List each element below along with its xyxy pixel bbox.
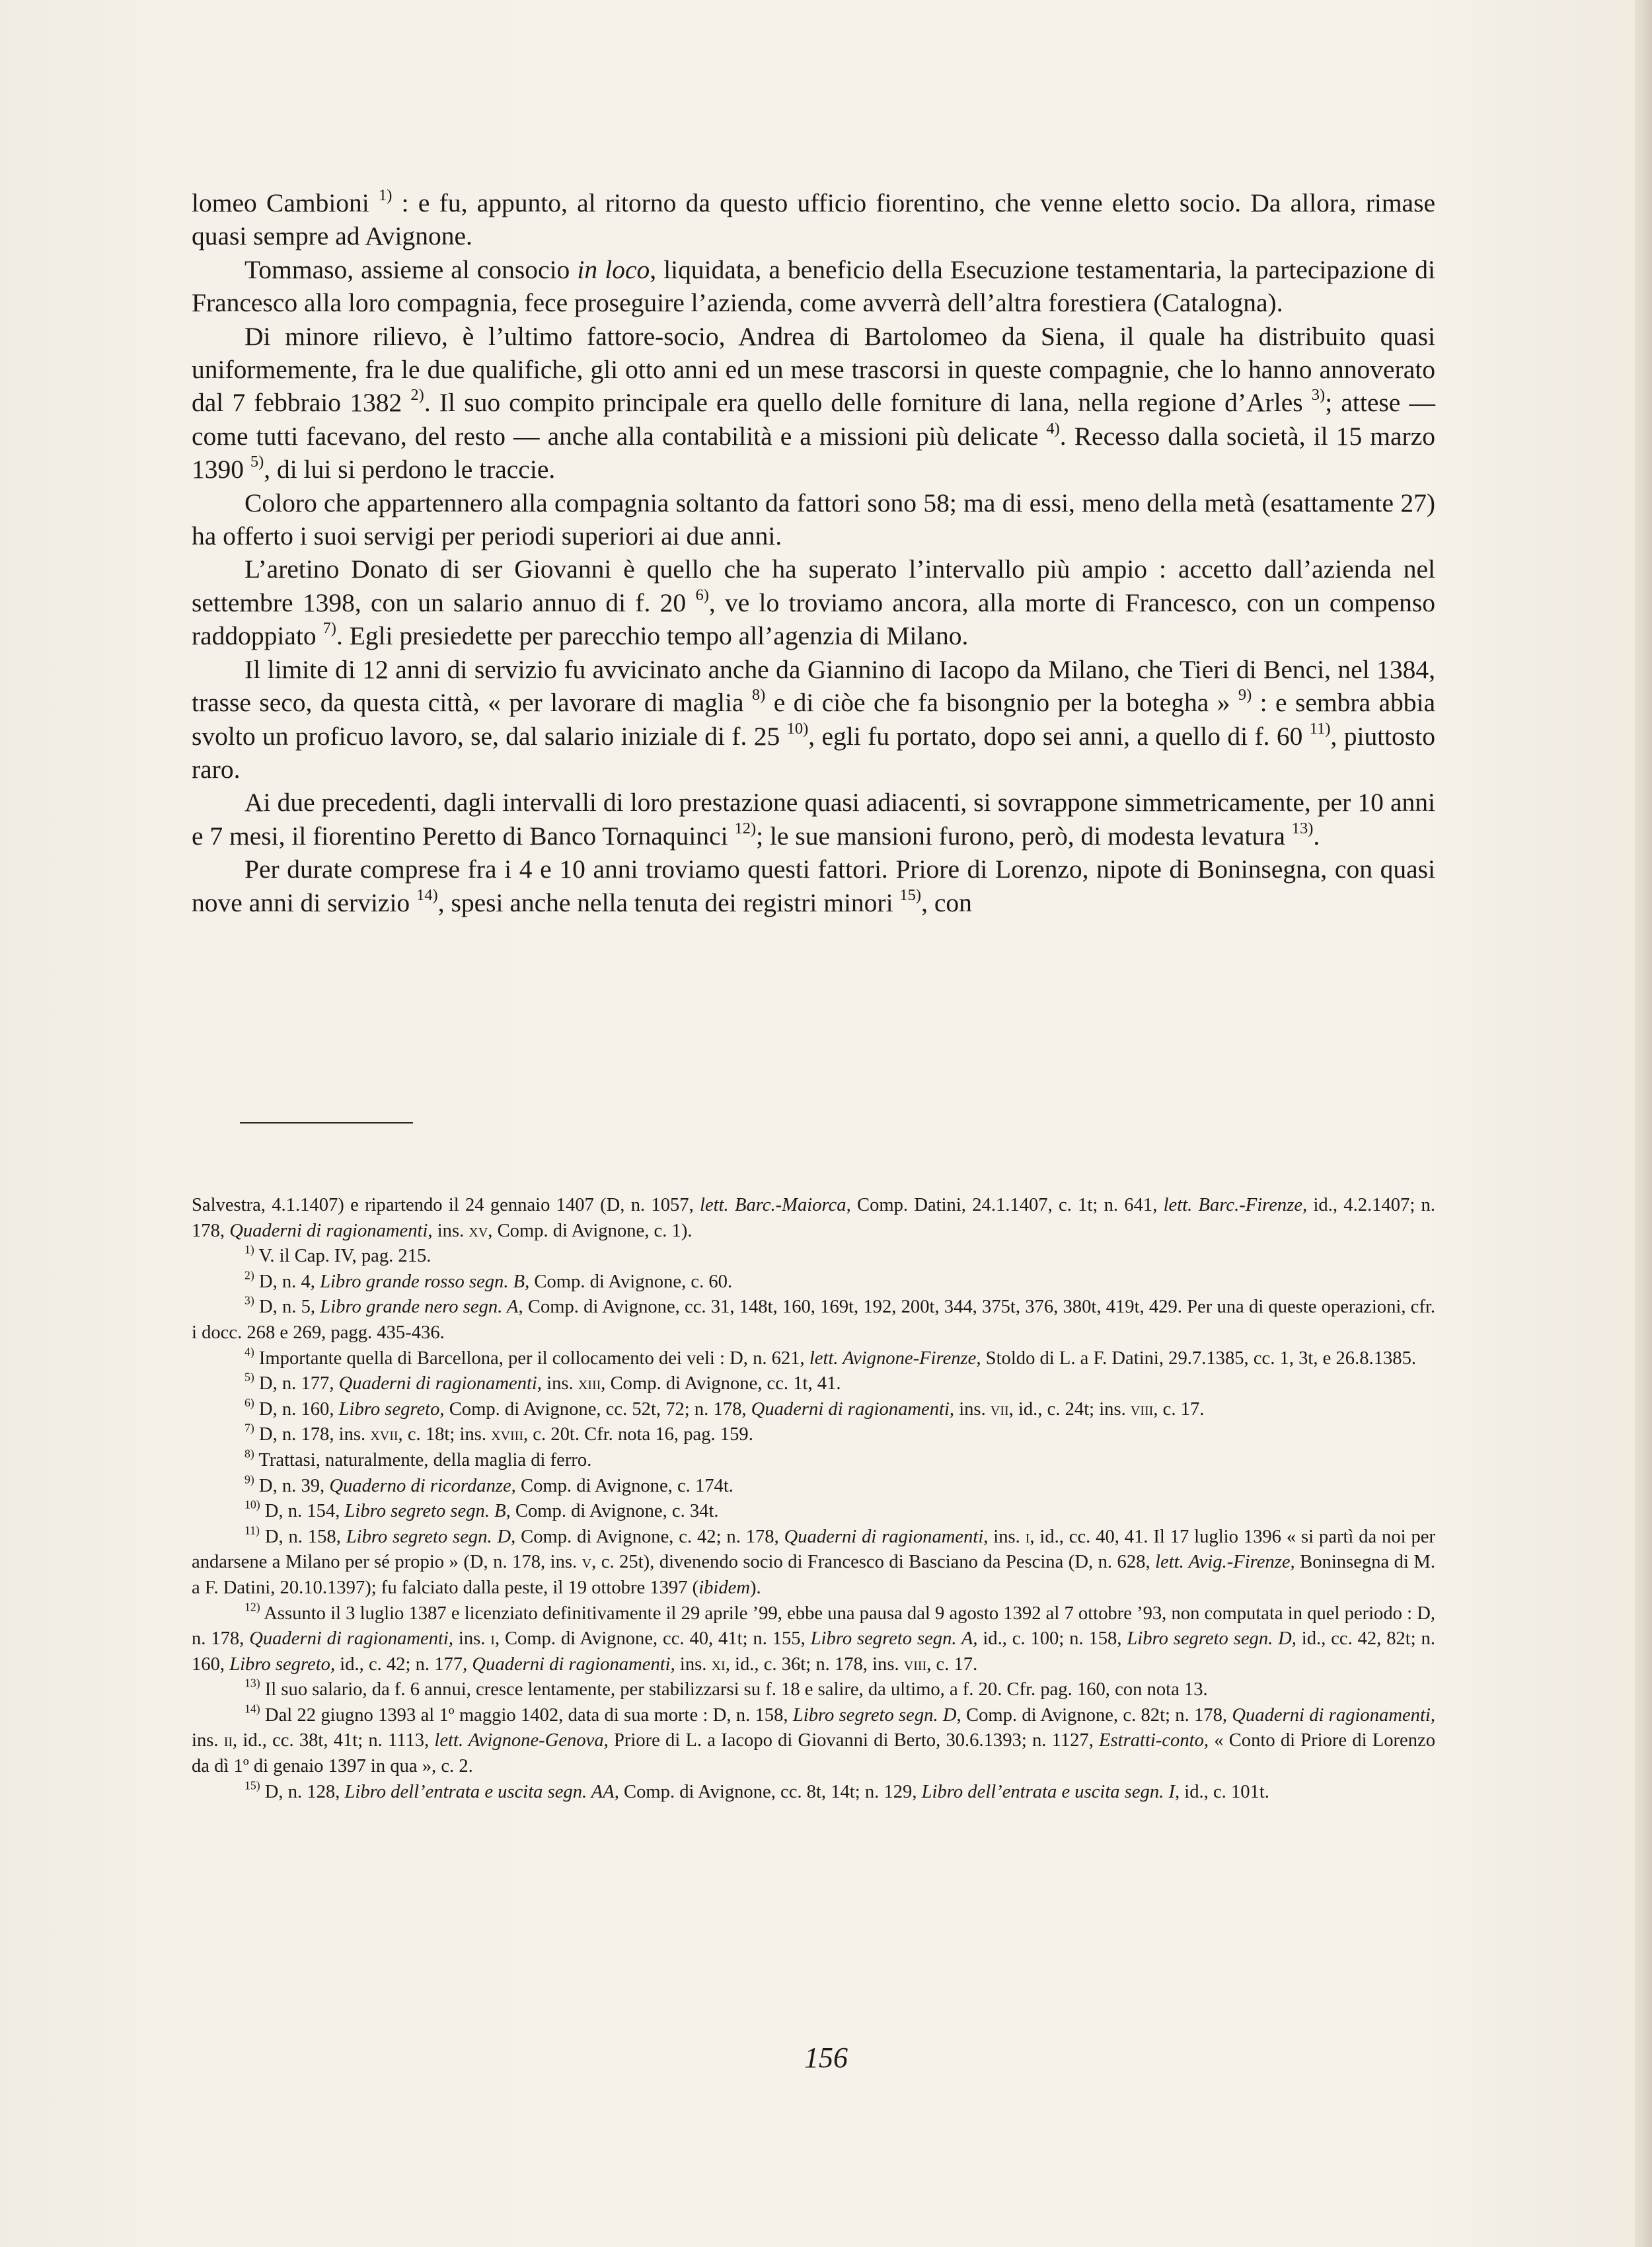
paragraph-5: L’aretino Donato di ser Giovanni è quello che ha superato l’intervallo più ampio : accetto dall’azienda nel settembre 1398, con un salario annuo di f. 20 $^{6)}$, ve lo troviamo ancora, alla morte di Francesco, con un compenso raddoppiato $^{7)}$. Egli presiedette per parecchio tempo all’agenzia di Milano.	[192, 554, 1435, 651]
footnote-ref-6[interactable]: 6)	[695, 586, 709, 604]
footnote-ref-1[interactable]: 1)	[379, 186, 393, 204]
footnote-number: 1)	[244, 1242, 254, 1256]
footnote-ref-5[interactable]: 5)	[250, 453, 264, 471]
footnote-number: 2)	[244, 1268, 254, 1282]
footnote-number: 13)	[244, 1676, 260, 1690]
footnote-1: $^{1)}$ V. il Cap. IV, pag. 215.	[244, 1242, 432, 1267]
footnote-ref-2[interactable]: 2)	[410, 386, 424, 404]
footnotes	[192, 1193, 1435, 1805]
paragraph-2: Tommaso, assieme al consocio in loco, liquidata, a beneficio della Esecuzione testamentaria, la partecipazione di Francesco alla loro compagnia, fece proseguire l’azienda, come avverrà dell’altra forestiera (Catalogna).	[192, 254, 1435, 318]
footnote-8: $^{8)}$ Trattasi, naturalmente, della maglia di ferro.	[244, 1447, 592, 1470]
footnote-11: $^{11)}$ D, n. 158, Libro segreto segn. D, Comp. di Avignone, c. 42; n. 178, Quaderni di ragionamenti, ins. i, id., cc. 40, 41. Il 17 luglio 1396 « si partì da noi per andarsene a Milano per sé propio » (D, n. 178, ins. v, c. 25t), divenendo socio di Francesco di Basciano da Pescina (D, n. 628, lett. Avig.-Firenze, Boninsegna di M. a F. Datini, 20.10.1397); fu falciato dalla peste, il 19 ottobre 1397 (ibidem).	[192, 1523, 1435, 1598]
main-text	[192, 186, 1435, 919]
footnote-3: $^{3)}$ D, n. 5, Libro grande nero segn. A, Comp. di Avignone, cc. 31, 148t, 160, 169t, 192, 200t, 344, 375t, 376, 380t, 419t, 429. Per una di queste operazioni, cfr. i docc. 268 e 269, pagg. 435-436.	[192, 1293, 1435, 1343]
footnote-6: $^{6)}$ D, n. 160, Libro segreto, Comp. di Avignone, cc. 52t, 72; n. 178, Quaderni di ragionamenti, ins. vii, id., c. 24t; ins. viii, c. 17.	[244, 1396, 1205, 1420]
footnote-continuation: Salvestra, 4.1.1407) e ripartendo il 24 gennaio 1407 (D, n. 1057, lett. Barc.-Maiorca, Comp. Datini, 24.1.1407, c. 1t; n. 641, lett. Barc.-Firenze, id., 4.2.1407; n. 178, Quaderni di ragionamenti, ins. xv, Comp. di Avignone, c. 1).	[192, 1195, 1436, 1241]
footnote-13: $^{13)}$ Il suo salario, da f. 6 annui, cresce lentamente, per stabilizzarsi su f. 18 e salire, da ultimo, a f. 20. Cfr. pag. 160, con nota 13.	[244, 1676, 1208, 1700]
footnote-number: 6)	[244, 1396, 254, 1410]
footnote-ref-7[interactable]: 7)	[322, 619, 336, 638]
footnote-number: 4)	[244, 1345, 254, 1359]
footnote-ref-13[interactable]: 13)	[1291, 819, 1314, 837]
footnote-10: $^{10)}$ D, n. 154, Libro segreto segn. B, Comp. di Avignone, c. 34t.	[244, 1498, 719, 1522]
footnote-ref-8[interactable]: 8)	[751, 685, 766, 704]
footnote-15: $^{15)}$ D, n. 128, Libro dell’entrata e uscita segn. AA, Comp. di Avignone, cc. 8t, 14t; n. 129, Libro dell’entrata e uscita segn. I, id., c. 101t.	[244, 1778, 1269, 1802]
page-number: 156	[804, 2041, 848, 2074]
paragraph-6: Il limite di 12 anni di servizio fu avvicinato anche da Giannino di Iacopo da Milano, che Tieri di Benci, nel 1384, trasse seco, da questa città, « per lavorare di maglia $^{8)}$ e di ciòe che fa bisongnio per la botegha » $^{9)}$ : e sembra abbia svolto un proficuo lavoro, se, dal salario iniziale di f. 25 $^{10)}$, egli fu portato, dopo sei anni, a quello di f. 60 $^{11)}$, piuttosto raro.	[192, 654, 1436, 784]
footnote-14: $^{14)}$ Dal 22 giugno 1393 al 1º maggio 1402, data di sua morte : D, n. 158, Libro segreto segn. D, Comp. di Avignone, c. 82t; n. 178, Quaderni di ragionamenti, ins. ii, id., cc. 38t, 41t; n. 1113, lett. Avignone-Genova, Priore di L. a Iacopo di Giovanni di Berto, 30.6.1393; n. 1127, Estratti-conto, « Conto di Priore di Lorenzo da dì 1º di genaio 1397 in qua », c. 2.	[192, 1702, 1436, 1777]
footnote-number: 11)	[244, 1523, 260, 1537]
footnote-ref-14[interactable]: 14)	[416, 886, 438, 904]
footnote-ref-9[interactable]: 9)	[1238, 685, 1252, 704]
footnote-ref-12[interactable]: 12)	[734, 819, 757, 837]
page-edge	[1635, 0, 1652, 2247]
footnote-ref-4[interactable]: 4)	[1046, 419, 1060, 438]
footnote-4: $^{4)}$ Importante quella di Barcellona, per il collocamento dei veli : D, n. 621, lett. Avignone-Firenze, Stoldo di L. a F. Datini, 29.7.1385, cc. 1, 3t, e 26.8.1385.	[244, 1345, 1417, 1369]
footnote-number: 8)	[244, 1447, 254, 1461]
footnote-ref-10[interactable]: 10)	[786, 719, 809, 738]
footnote-number: 7)	[244, 1421, 254, 1435]
footnote-5: $^{5)}$ D, n. 177, Quaderni di ragionamenti, ins. xiii, Comp. di Avignone, cc. 1t, 41.	[244, 1370, 841, 1394]
footnote-12: $^{12)}$ Assunto il 3 luglio 1387 e licenziato definitivamente il 29 aprile ’99, ebbe una pausa dal 9 agosto 1392 al 7 ottobre ’93, non computata in quel periodo : D, n. 178, Quaderni di ragionamenti, ins. i, Comp. di Avignone, cc. 40, 41t; n. 155, Libro segreto segn. A, id., c. 100; n. 158, Libro segreto segn. D, id., cc. 42, 82t; n. 160, Libro segreto, id., c. 42; n. 177, Quaderni di ragionamenti, ins. xi, id., c. 36t; n. 178, ins. viii, c. 17.	[192, 1600, 1435, 1675]
footnote-9: $^{9)}$ D, n. 39, Quaderno di ricordanze, Comp. di Avignone, c. 174t.	[244, 1472, 733, 1496]
paragraph-1: lomeo Cambioni $^{1)}$ : e fu, appunto, al ritorno da questo ufficio fiorentino, che venne eletto socio. Da allora, rimase quasi sempre ad Avignone.	[192, 186, 1435, 251]
footnote-number: 5)	[244, 1370, 254, 1384]
footnote-ref-15[interactable]: 15)	[899, 886, 922, 904]
footnote-ref-3[interactable]: 3)	[1311, 386, 1326, 404]
footnote-number: 12)	[244, 1600, 260, 1614]
footnote-number: 9)	[244, 1472, 254, 1486]
footnote-separator	[240, 1122, 413, 1124]
paragraph-3: Di minore rilievo, è l’ultimo fattore-socio, Andrea di Bartolomeo da Siena, il quale ha distribuito quasi uniformemente, fra le due qualifiche, gli otto anni ed un mese trascorsi in queste compagnie, che lo hanno annoverato dal 7 febbraio 1382 $^{2)}$. Il suo compito principale era quello delle forniture di lana, nella regione d’Arles $^{3)}$; attese — come tutti facevano, del resto — anche alla contabilità e a missioni più delicate $^{4)}$. Recesso dalla società, il 15 marzo 1390 $^{5)}$, di lui si perdono le traccie.	[192, 321, 1435, 484]
footnote-number: 14)	[244, 1702, 260, 1716]
footnote-2: $^{2)}$ D, n. 4, Libro grande rosso segn. B, Comp. di Avignone, c. 60.	[244, 1268, 733, 1292]
footnote-number: 3)	[244, 1293, 254, 1307]
footnote-7: $^{7)}$ D, n. 178, ins. xvii, c. 18t; ins. xviii, c. 20t. Cfr. nota 16, pag. 159.	[244, 1421, 753, 1445]
paragraph-8: Per durate comprese fra i 4 e 10 anni troviamo questi fattori. Priore di Lorenzo, nipote di Boninsegna, con quasi nove anni di servizio $^{14)}$, spesi anche nella tenuta dei registri minori $^{15)}$, con	[192, 855, 1435, 917]
paragraph-4: Coloro che appartennero alla compagnia soltanto da fattori sono 58; ma di essi, meno della metà (esattamente 27) ha offerto i suoi servigi per periodi superiori ai due anni.	[192, 488, 1435, 551]
footnote-ref-11[interactable]: 11)	[1309, 719, 1331, 738]
footnote-number: 15)	[244, 1778, 260, 1792]
footnote-number: 10)	[244, 1498, 260, 1511]
paragraph-7: Ai due precedenti, dagli intervalli di loro prestazione quasi adiacenti, si sovrappone simmetricamente, per 10 anni e 7 mesi, il fiorentino Peretto di Banco Tornaquinci $^{12)}$; le sue mansioni furono, però, di modesta levatura $^{13)}$.	[192, 788, 1435, 851]
